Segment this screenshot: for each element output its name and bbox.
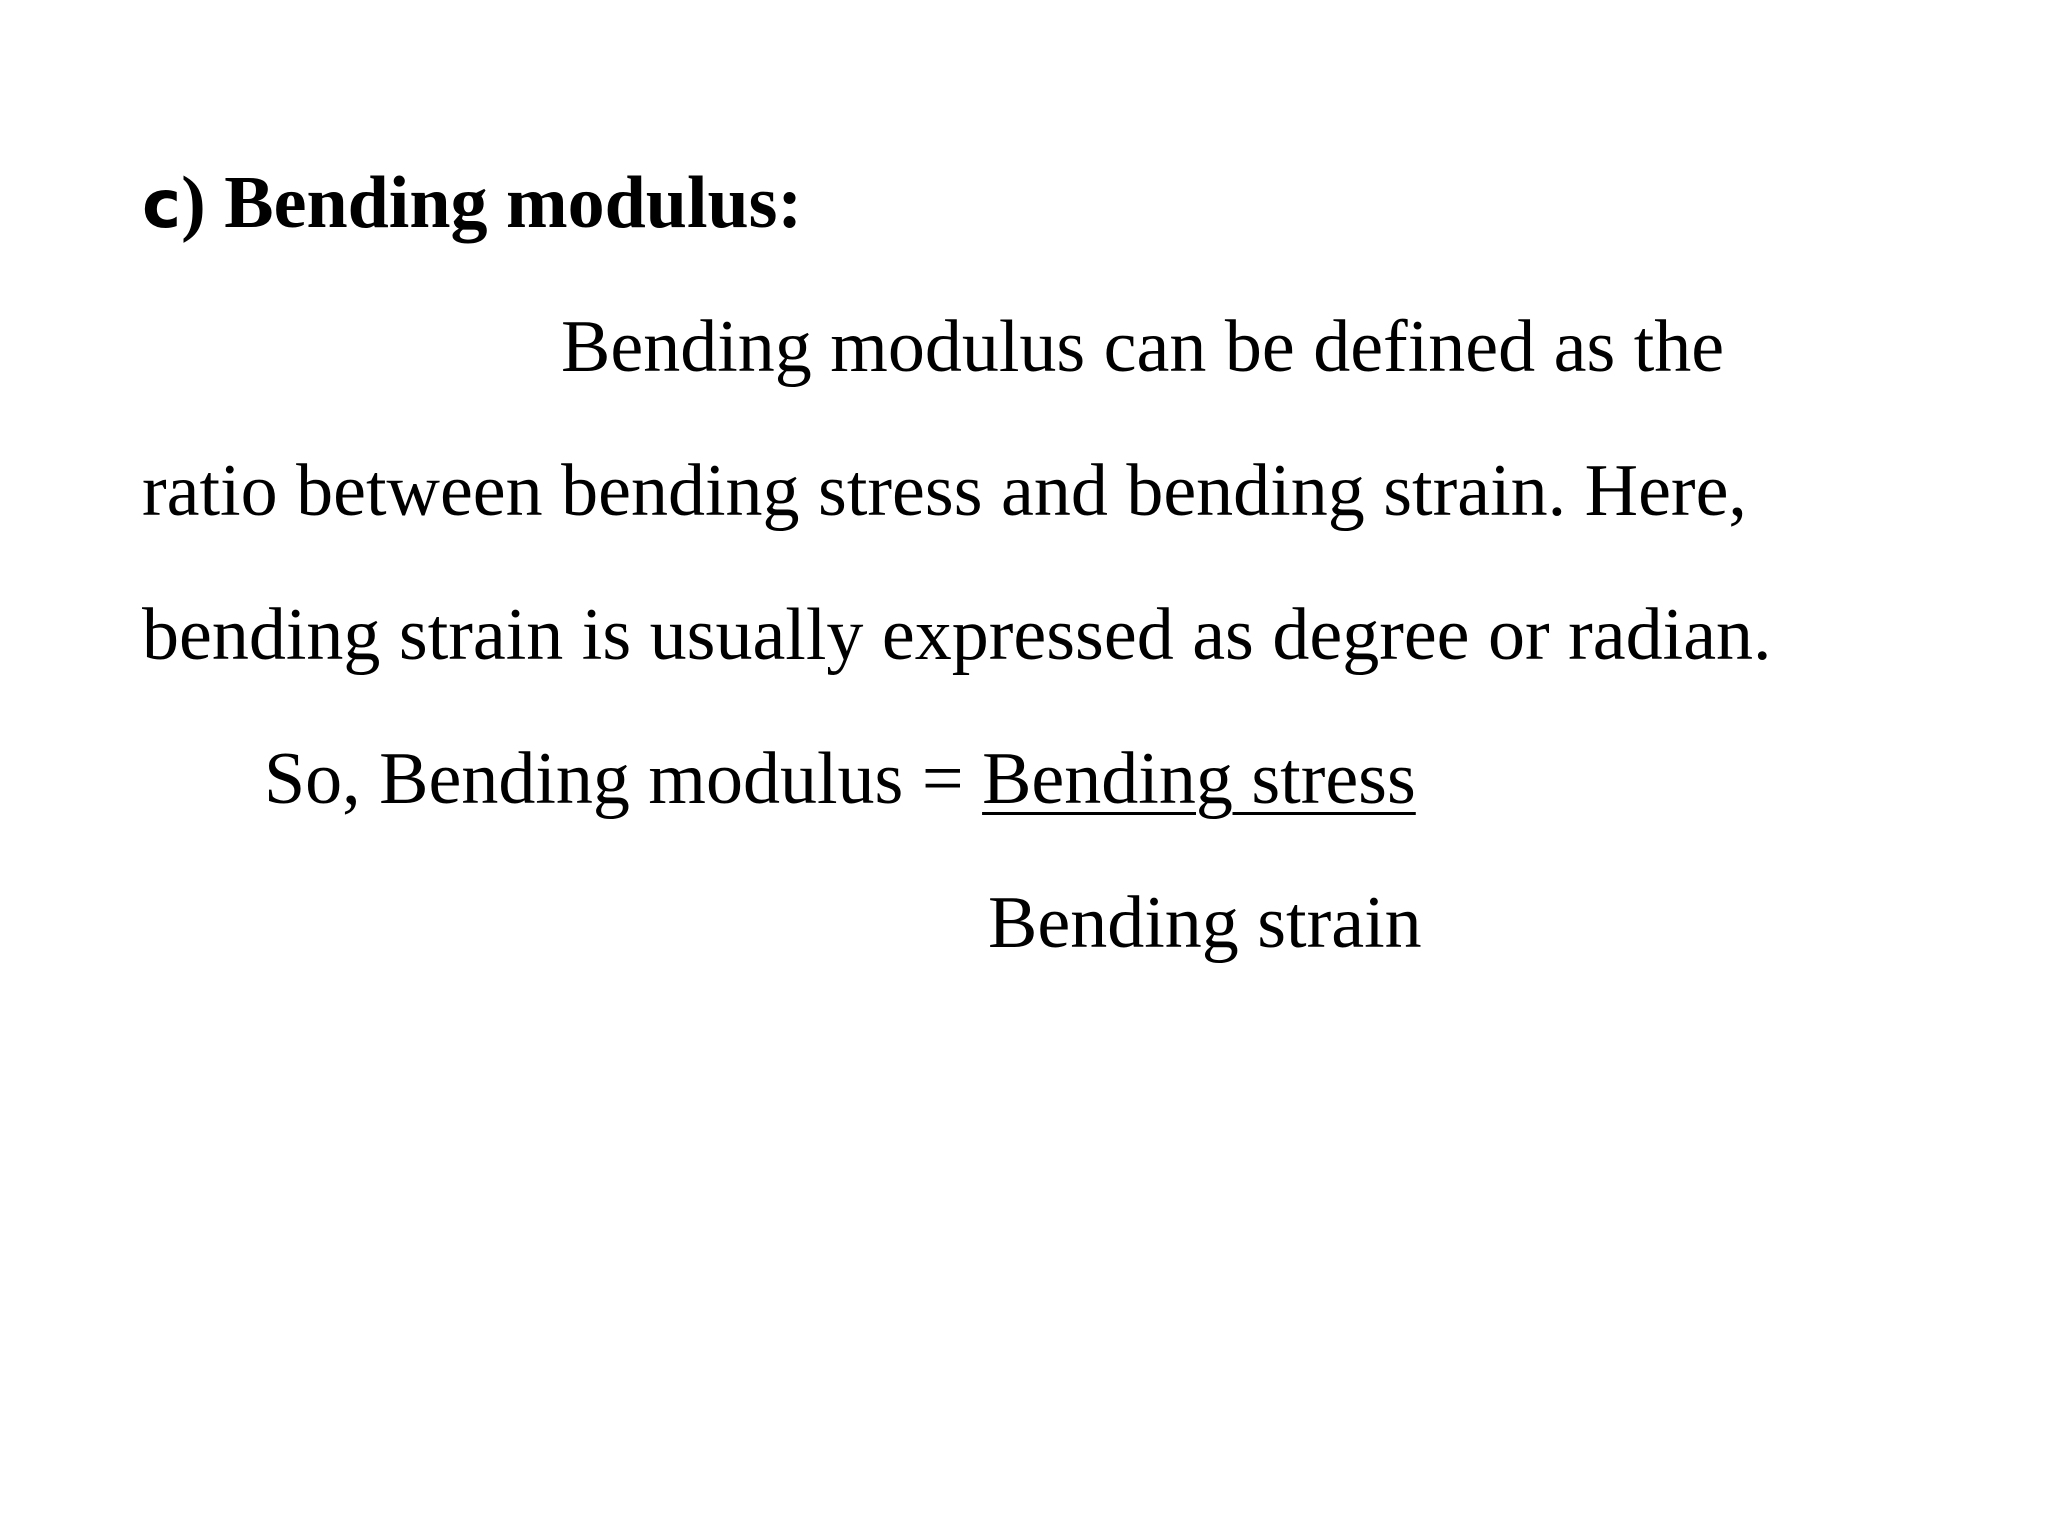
formula-numerator: Bending stress bbox=[982, 738, 1416, 820]
heading-letter: c bbox=[142, 166, 182, 243]
formula-lhs: So, Bending modulus = bbox=[264, 738, 983, 820]
section-heading bbox=[142, 162, 803, 244]
heading-text: ) Bending modulus: bbox=[181, 162, 803, 244]
paragraph-line-2: ratio between bending stress and bending strain. Here, bbox=[142, 450, 1747, 532]
formula-line bbox=[264, 738, 1416, 820]
formula-denominator: Bending strain bbox=[988, 882, 1422, 964]
paragraph-line-3: bending strain is usually expressed as degree or radian. bbox=[142, 594, 1772, 676]
paragraph-line-1: Bending modulus can be defined as the bbox=[561, 306, 1725, 388]
